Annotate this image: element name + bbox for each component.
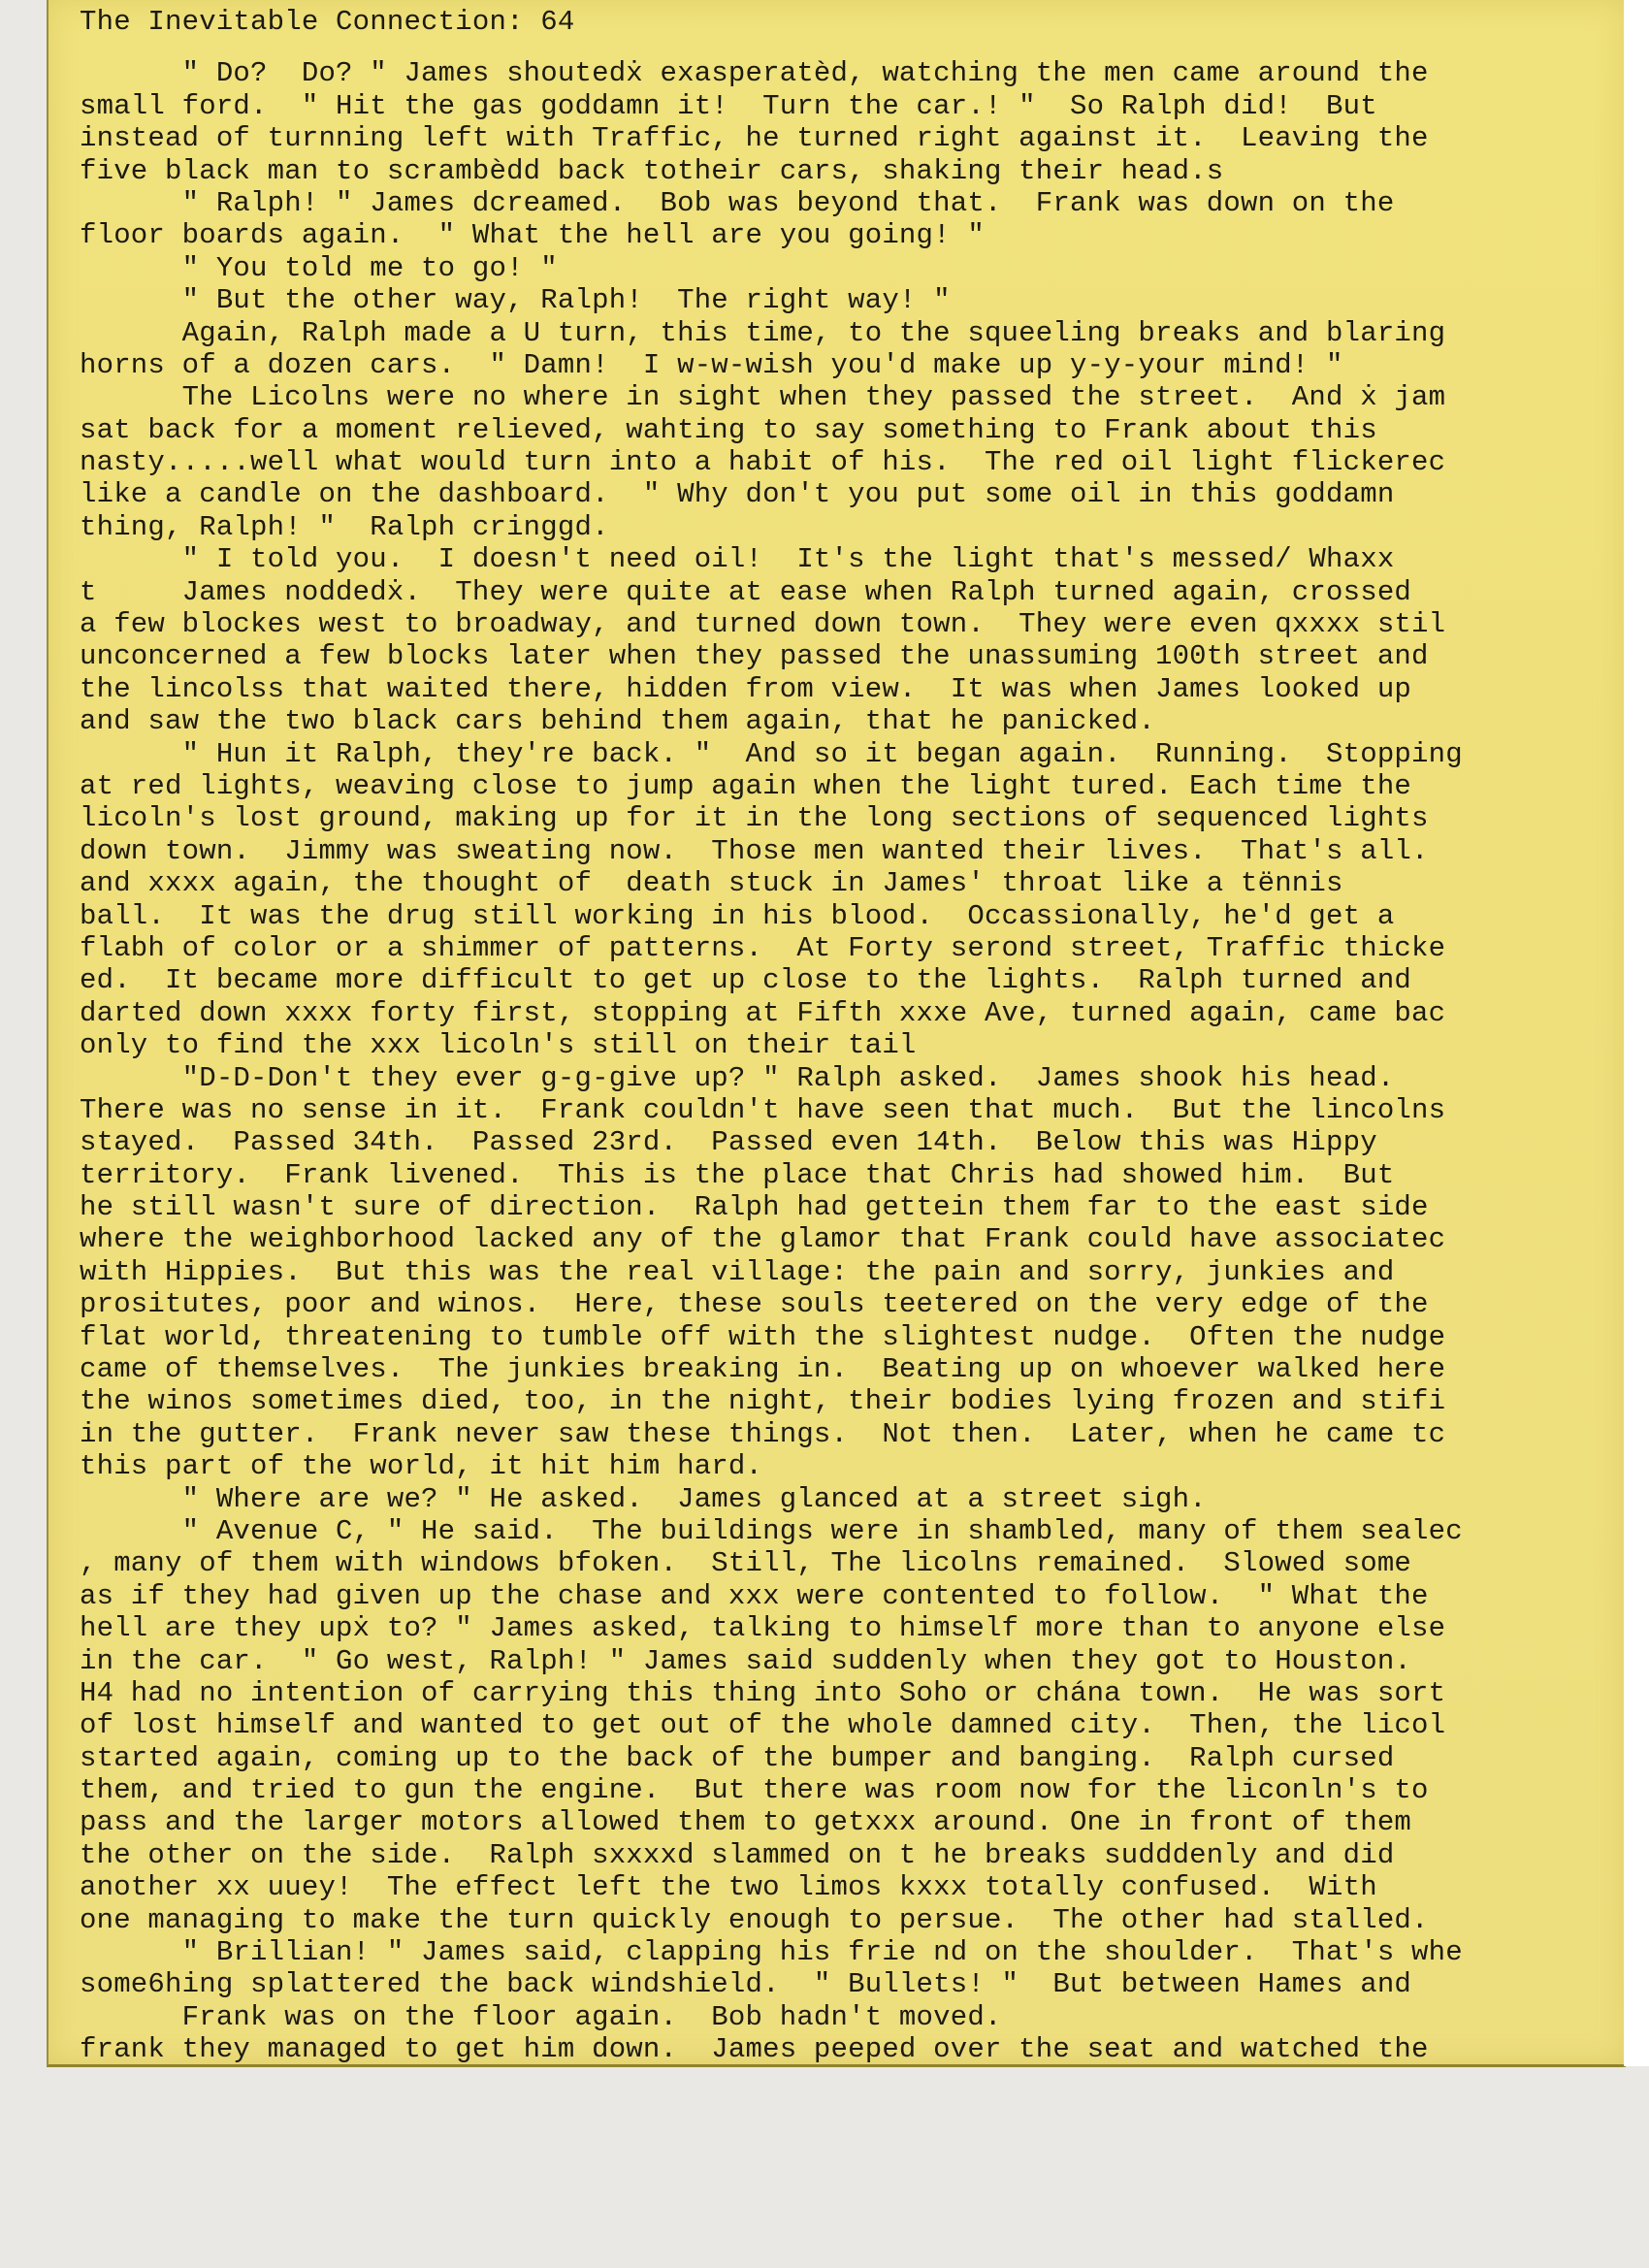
text-line: came of themselves. The junkies breaking in. Beating up on whoever walked here xyxy=(80,1353,1446,1386)
text-line: flat world, threatening to tumble off with the slightest nudge. Often the nudge xyxy=(80,1320,1446,1353)
text-line: he still wasn't sure of direction. Ralph had gettein them far to the east side xyxy=(80,1191,1429,1224)
text-line: and xxxx again, the thought of death stuck in James' throat like a tënnis xyxy=(80,867,1343,900)
text-line: licoln's lost ground, making up for it in the long sections of sequenced lights xyxy=(80,802,1429,835)
text-line: unconcerned a few blocks later when they passed the unassuming 100th street and xyxy=(80,640,1429,673)
text-line: ed. It became more difficult to get up close to the lights. Ralph turned and xyxy=(80,964,1412,997)
text-line: The Licolns were no where in sight when they passed the street. And ẋ jam xyxy=(80,381,1446,414)
text-line: There was no sense in it. Frank couldn't have seen that much. But the lincolns xyxy=(80,1093,1446,1126)
text-line: hell are they upẋ to? " James asked, talking to himself more than to anyone else xyxy=(80,1612,1446,1645)
text-line: " You told me to go! " xyxy=(80,251,558,284)
text-line: thing, Ralph! " Ralph cringgd. xyxy=(80,510,609,543)
text-line: Frank was on the floor again. Bob hadn't moved. xyxy=(80,2000,1002,2033)
text-line: "D-D-Don't they ever g-g-give up? " Ralph asked. James shook his head. xyxy=(80,1061,1395,1094)
text-line: at red lights, weaving close to jump again when the light tured. Each time the xyxy=(80,769,1412,802)
text-line: and saw the two black cars behind them again, that he panicked. xyxy=(80,705,1155,738)
text-line: " But the other way, Ralph! The right way! " xyxy=(80,284,951,317)
text-line: pass and the larger motors allowed them to getxxx around. One in front of them xyxy=(80,1806,1412,1839)
text-line: in the car. " Go west, Ralph! " James said suddenly when they got to Houston. xyxy=(80,1644,1412,1677)
text-line: small ford. " Hit the gas goddamn it! Turn the car.! " So Ralph did! But xyxy=(80,89,1377,122)
text-line: territory. Frank livened. This is the place that Chris had showed him. But xyxy=(80,1158,1395,1191)
text-line: , many of them with windows bfoken. Still, The licolns remained. Slowed some xyxy=(80,1547,1412,1580)
text-line: of lost himself and wanted to get out of the whole damned city. Then, the licol xyxy=(80,1709,1446,1742)
text-line: sat back for a moment relieved, wahting to say something to Frank about this xyxy=(80,413,1377,446)
text-line: H4 had no intention of carrying this thing into Soho or chána town. He was sort xyxy=(80,1676,1446,1709)
text-line: " Hun it Ralph, they're back. " And so it began again. Running. Stopping xyxy=(80,737,1463,770)
text-line: ball. It was the drug still working in his blood. Occassionally, he'd get a xyxy=(80,899,1395,932)
text-line: another xx uuey! The effect left the two limos kxxx totally confused. With xyxy=(80,1871,1377,1904)
text-line: the winos sometimes died, too, in the night, their bodies lying frozen and stifi xyxy=(80,1385,1446,1418)
text-line: them, and tried to gun the engine. But there was room now for the liconln's to xyxy=(80,1774,1429,1807)
text-line: like a candle on the dashboard. " Why don't you put some oil in this goddamn xyxy=(80,478,1395,511)
text-line: five black man to scrambèdd back totheir cars, shaking their head.s xyxy=(80,154,1224,187)
text-line: stayed. Passed 34th. Passed 23rd. Passed even 14th. Below this was Hippy xyxy=(80,1126,1377,1159)
text-line: " Ralph! " James dcreamed. Bob was beyond that. Frank was down on the xyxy=(80,186,1395,219)
text-line: " Brillian! " James said, clapping his frie nd on the shoulder. That's whe xyxy=(80,1936,1463,1969)
page-header: The Inevitable Connection: 64 xyxy=(80,6,575,38)
text-line: frank they managed to get him down. James peeped over the seat and watched the xyxy=(80,2033,1429,2066)
text-line: some6hing splattered the back windshield. " Bullets! " But between Hames and xyxy=(80,1968,1412,2001)
text-line: t James noddedẋ. They were quite at ease when Ralph turned again, crossed xyxy=(80,575,1412,608)
text-line: only to find the xxx licoln's still on their tail xyxy=(80,1029,917,1062)
page-text xyxy=(80,6,1626,2066)
text-line: the lincolss that waited there, hidden from view. It was when James looked up xyxy=(80,672,1412,705)
text-line: flabh of color or a shimmer of patterns. At Forty serond street, Traffic thicke xyxy=(80,931,1446,964)
text-line: " I told you. I doesn't need oil! It's the light that's messed/ Whaxx xyxy=(80,543,1395,576)
text-line: a few blockes west to broadway, and turned down town. They were even qxxxx stil xyxy=(80,608,1446,641)
text-line: horns of a dozen cars. " Damn! I w-w-wish you'd make up y-y-your mind! " xyxy=(80,348,1343,381)
text-lines xyxy=(80,57,1626,2065)
text-line: down town. Jimmy was sweating now. Those men wanted their lives. That's all. xyxy=(80,834,1429,867)
text-line: nasty.....well what would turn into a habit of his. The red oil light flickerec xyxy=(80,446,1446,479)
scan-margin xyxy=(1624,0,1649,2066)
typewritten-page xyxy=(47,0,1626,2067)
text-line: one managing to make the turn quickly enough to persue. The other had stalled. xyxy=(80,1903,1429,1936)
text-line: Again, Ralph made a U turn, this time, to the squeeling breaks and blaring xyxy=(80,316,1446,349)
text-line: with Hippies. But this was the real village: the pain and sorry, junkies and xyxy=(80,1255,1395,1288)
text-line: " Do? Do? " James shoutedẋ exasperatèd, watching the men came around the xyxy=(80,57,1429,90)
text-line: " Avenue C, " He said. The buildings were in shambled, many of them sealec xyxy=(80,1514,1463,1547)
text-line: started again, coming up to the back of the bumper and banging. Ralph cursed xyxy=(80,1741,1395,1774)
text-line: in the gutter. Frank never saw these things. Not then. Later, when he came tc xyxy=(80,1417,1446,1450)
text-line: " Where are we? " He asked. James glanced at a street sigh. xyxy=(80,1482,1207,1515)
text-line: as if they had given up the chase and xxx were contented to follow. " What the xyxy=(80,1579,1429,1612)
text-line: the other on the side. Ralph sxxxxd slammed on t he breaks sudddenly and did xyxy=(80,1838,1395,1871)
text-line: floor boards again. " What the hell are you going! " xyxy=(80,219,985,252)
text-line: darted down xxxx forty first, stopping at Fifth xxxe Ave, turned again, came bac xyxy=(80,996,1446,1029)
text-line: instead of turnning left with Traffic, he turned right against it. Leaving the xyxy=(80,122,1429,155)
text-line: prositutes, poor and winos. Here, these souls teetered on the very edge of the xyxy=(80,1288,1429,1321)
text-line: where the weighborhood lacked any of the glamor that Frank could have associatec xyxy=(80,1223,1446,1256)
text-line: this part of the world, it hit him hard. xyxy=(80,1450,763,1483)
